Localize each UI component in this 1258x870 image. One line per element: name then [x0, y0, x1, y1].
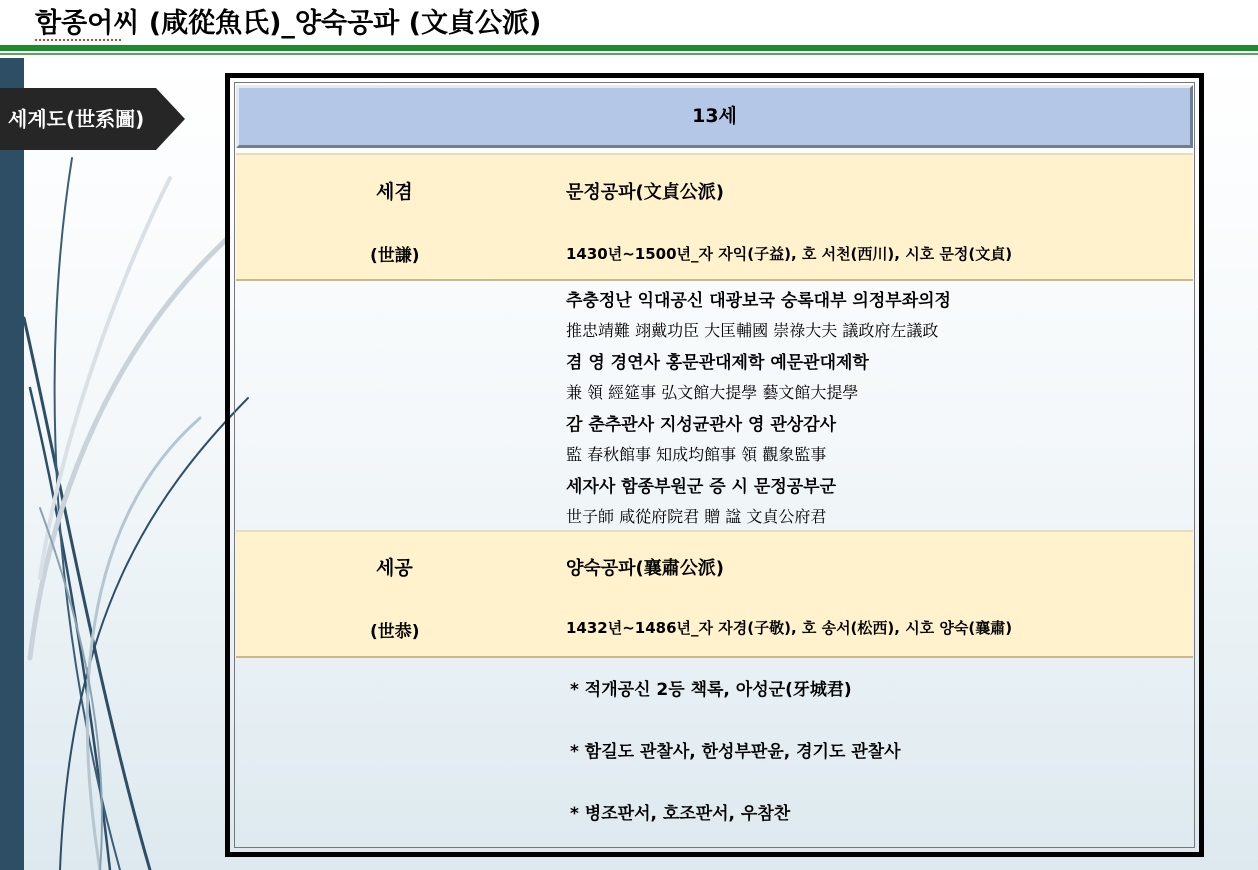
office-line-hanja: 兼 領 經筵事 弘文館大提學 藝文館大提學 — [566, 383, 859, 402]
person-name-hanja: (世謙) — [370, 246, 420, 266]
office-line-hanja: 世子師 咸從府院君 贈 諡 文貞公府君 — [566, 507, 827, 526]
person-name-korean: 세겸 — [376, 181, 413, 203]
office-line-hanja: 推忠靖難 翊戴功臣 大匡輔國 崇祿大夫 議政府左議政 — [566, 321, 939, 340]
person-bio: 1432년~1486년_자 자경(子敬), 호 송서(松西), 시호 양숙(襄肅) — [566, 619, 1013, 637]
person-lineage: 문정공파(文貞公派) — [566, 182, 725, 203]
title-divider — [0, 45, 1258, 51]
office-line: 겸 영 경연사 홍문관대제학 예문관대제학 — [566, 353, 869, 373]
office-line: 추충정난 익대공신 대광보국 숭록대부 의정부좌의정 — [566, 291, 951, 311]
note-item: * 병조판서, 호조판서, 우참찬 — [570, 804, 791, 824]
section-tag-label: 세계도(世系圖) — [8, 107, 145, 131]
page-title: 함종어씨 (咸從魚氏)_양숙공파 (文貞公派) — [35, 8, 542, 39]
person-name-korean: 세공 — [376, 557, 413, 579]
person-bio: 1430년~1500년_자 자익(子益), 호 서천(西川), 시호 문정(文貞) — [566, 245, 1013, 263]
note-item: * 적개공신 2등 책록, 아성군(牙城君) — [570, 680, 852, 700]
note-item: * 함길도 관찰사, 한성부판윤, 경기도 관찰사 — [570, 742, 901, 762]
generation-header: 13세 — [236, 85, 1193, 148]
person-lineage: 양숙공파(襄肅公派) — [566, 558, 725, 579]
title-divider-thin — [0, 53, 1258, 55]
office-line: 감 춘추관사 지성균관사 영 관상감사 — [566, 415, 837, 435]
office-line-hanja: 監 春秋館事 知成均館事 領 觀象監事 — [566, 445, 827, 464]
spellcheck-underline — [35, 36, 121, 41]
person-name-hanja: (世恭) — [370, 622, 420, 642]
office-line: 세자사 함종부원군 증 시 문정공부군 — [566, 477, 837, 497]
